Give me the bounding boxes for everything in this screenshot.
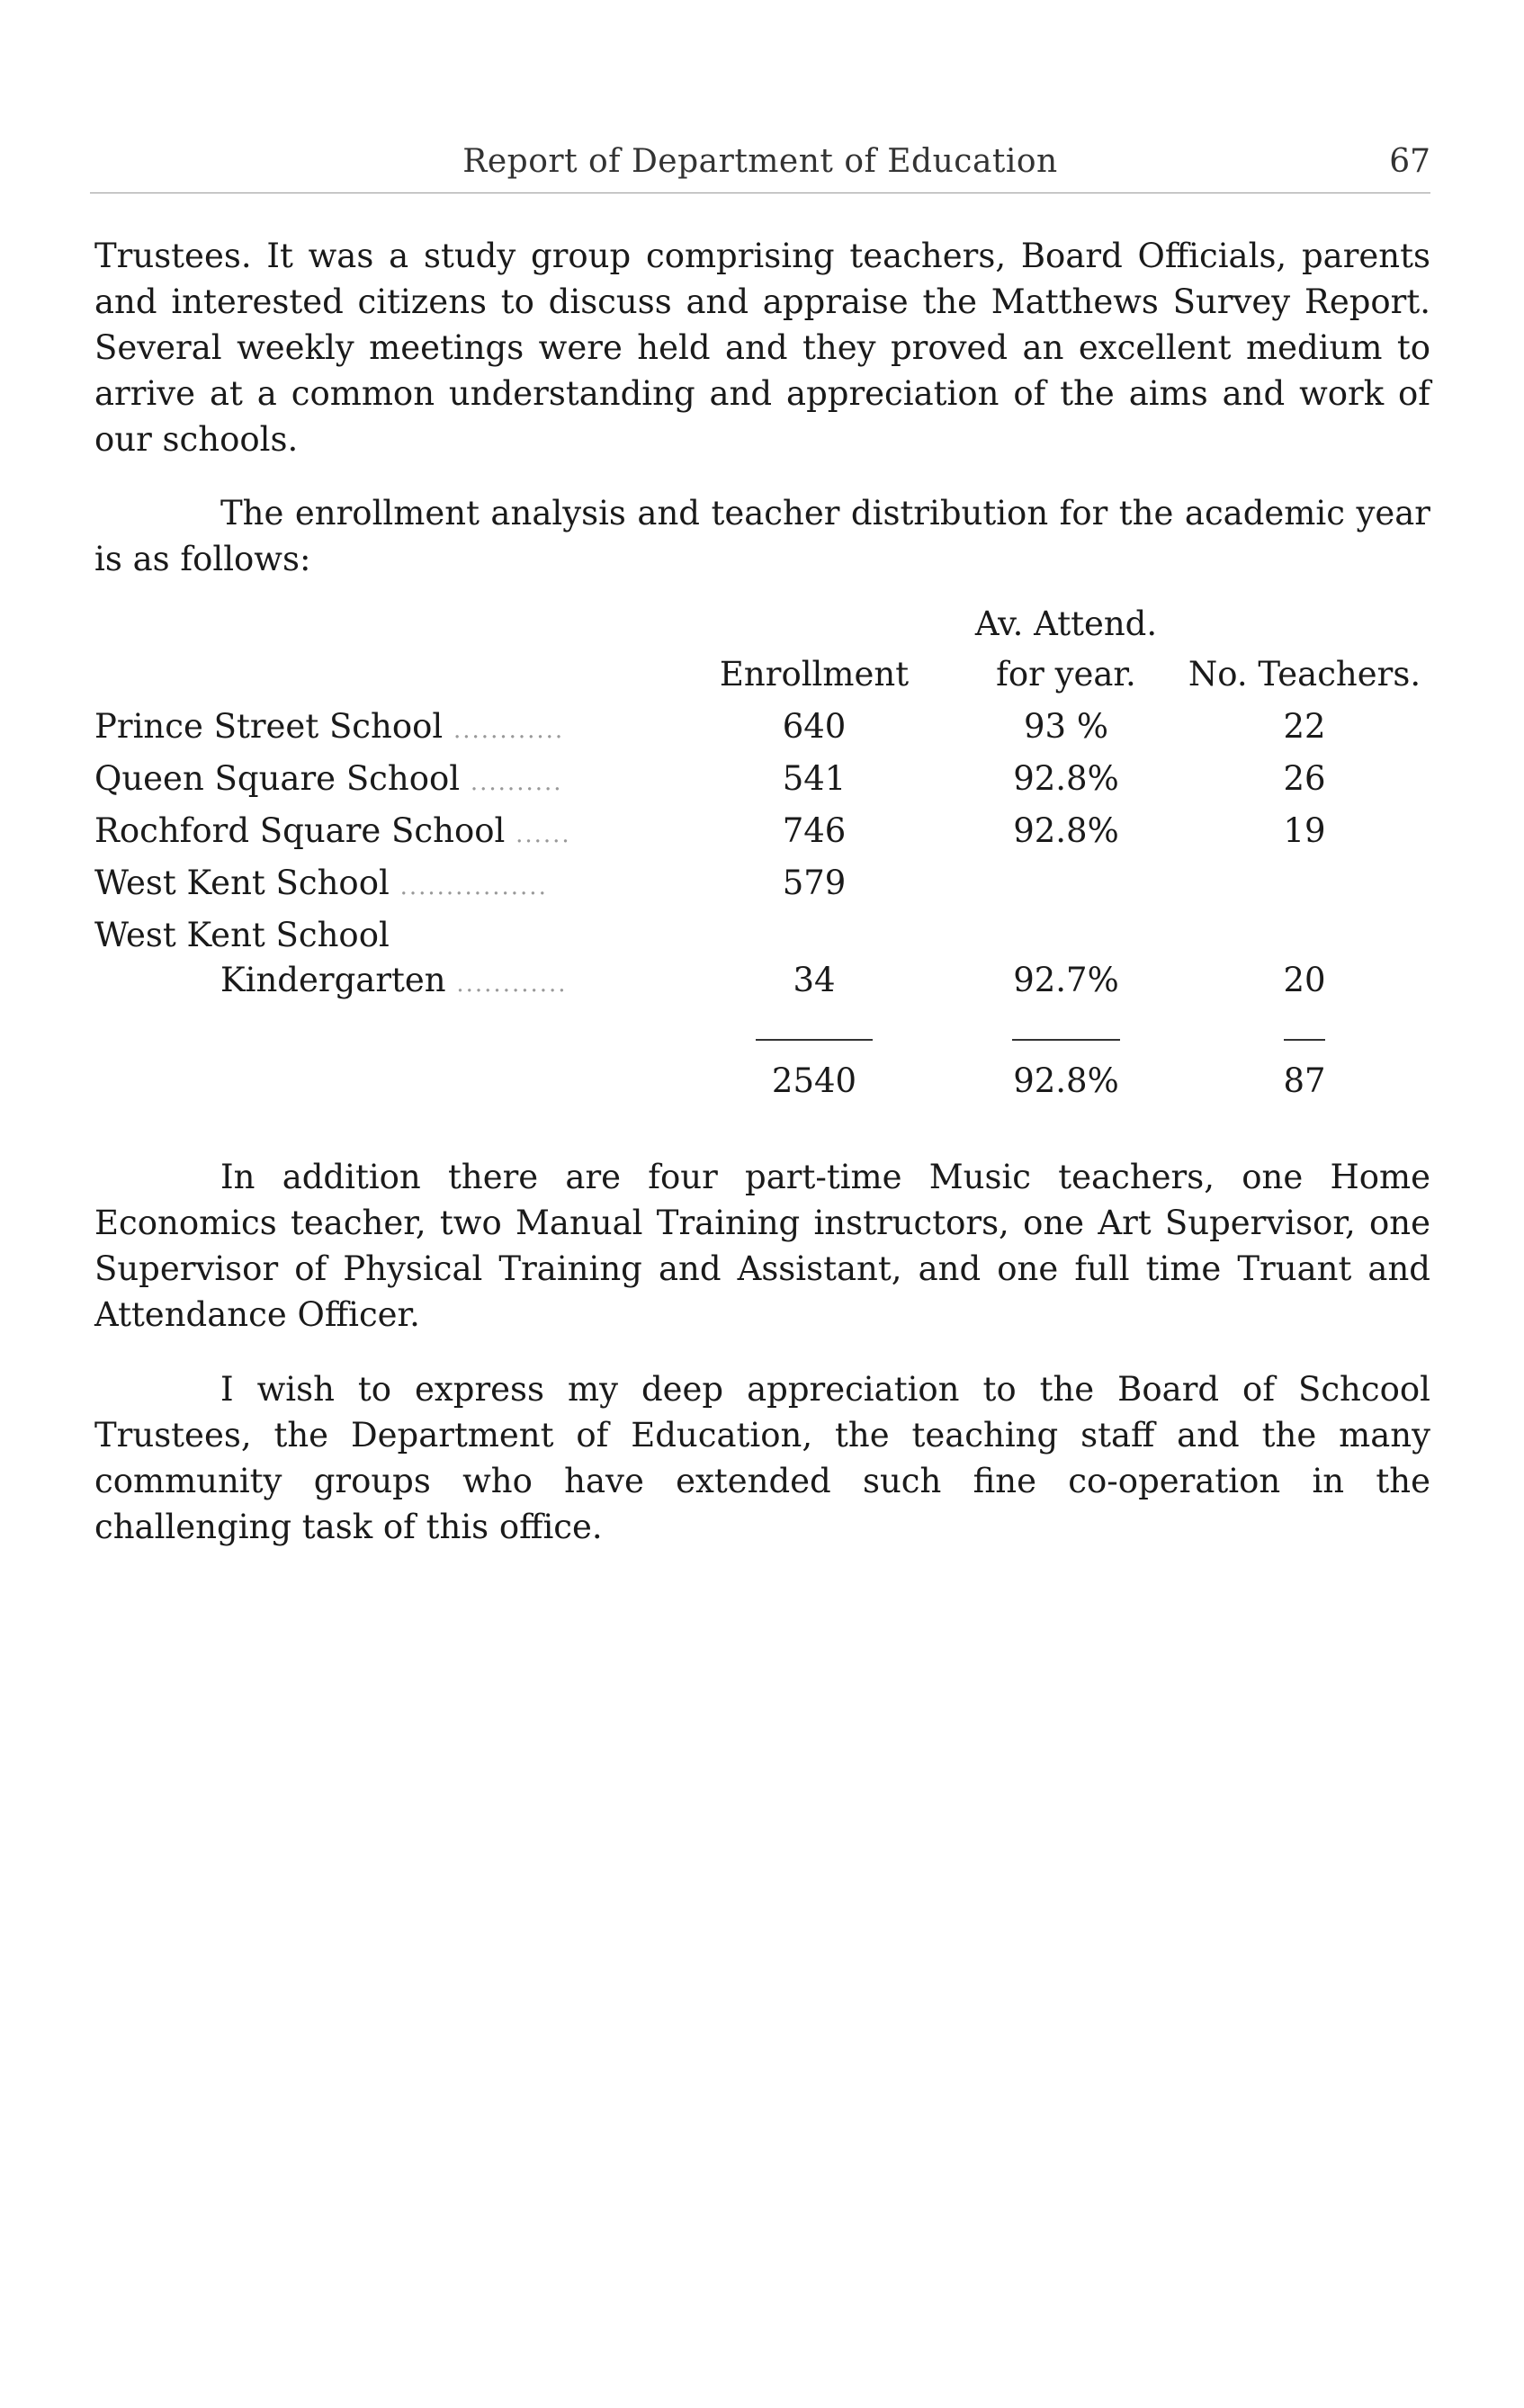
table-cell-teachers: 26 (1283, 759, 1326, 798)
table-cell-attendance: 92.7% (1013, 961, 1119, 999)
table-cell-enrollment: 541 (782, 759, 847, 798)
total-teachers: 87 (1283, 1061, 1326, 1100)
paragraph-appreciation: I wish to express my deep appreciation to the Board of Schcool Trustees, the Department of Education, the teaching staff and the many community groups who have extended such fine co-operation in the challenging task of this office. (94, 1370, 1430, 1546)
header-attendance-line2: for year. (996, 655, 1136, 694)
table-cell-attendance: 92.8% (1013, 759, 1119, 798)
header-teachers: No. Teachers. (1188, 655, 1421, 694)
table-cell-enrollment: 746 (782, 811, 847, 850)
total-rule-enrollment (756, 1039, 873, 1041)
total-attendance: 92.8% (1013, 1061, 1119, 1100)
header-rule (90, 192, 1430, 193)
page-number: 67 (1389, 143, 1430, 180)
table-cell-teachers: 20 (1283, 961, 1326, 999)
table-cell-teachers: 22 (1283, 707, 1326, 746)
table-cell-enrollment: 34 (793, 961, 836, 999)
table-cell-attendance: 92.8% (1013, 811, 1119, 850)
table-row-name-line2: Kindergarten ............ (220, 961, 568, 999)
table-cell-teachers: 19 (1283, 811, 1326, 850)
paragraph-additional-staff: In addition there are four part-time Music teachers, one Home Economics teacher, two Manual Training instructors, one Art Supervisor, one Supervisor of Physical Training and Assistant, and one full time Truant and Attendance Officer. (94, 1158, 1430, 1334)
table-row-name: Rochford Square School ...... (94, 811, 571, 850)
running-head (90, 135, 1430, 189)
total-rule-teachers (1284, 1039, 1325, 1041)
total-enrollment: 2540 (771, 1061, 857, 1100)
table-row-name: West Kent School ................ (94, 864, 548, 902)
paragraph-enrollment-intro: The enrollment analysis and teacher distribution for the academic year is as follows: (94, 494, 1430, 578)
paragraph-study-group: Trustees. It was a study group comprising teachers, Board Officials, parents and interested citizens to discuss and appraise the Matthews Survey Report. Several weekly meetings were held and they proved an excellent medium to arrive at a common understanding and appreciation of the aims and work of our schools. (94, 237, 1430, 459)
table-cell-enrollment: 640 (782, 707, 847, 746)
enrollment-table (94, 601, 1444, 1114)
total-rule-attendance (1012, 1039, 1120, 1041)
table-row-name: Prince Street School ............ (94, 707, 565, 746)
table-row-name: Queen Square School .......... (94, 759, 563, 798)
table-row-name: West Kent School (94, 916, 390, 954)
table-cell-attendance: 93 % (1024, 707, 1108, 746)
table-cell-enrollment: 579 (782, 864, 847, 902)
header-attendance-line1: Av. Attend. (974, 604, 1158, 643)
header-enrollment: Enrollment (719, 655, 910, 694)
running-head-title: Report of Department of Education (462, 143, 1058, 180)
